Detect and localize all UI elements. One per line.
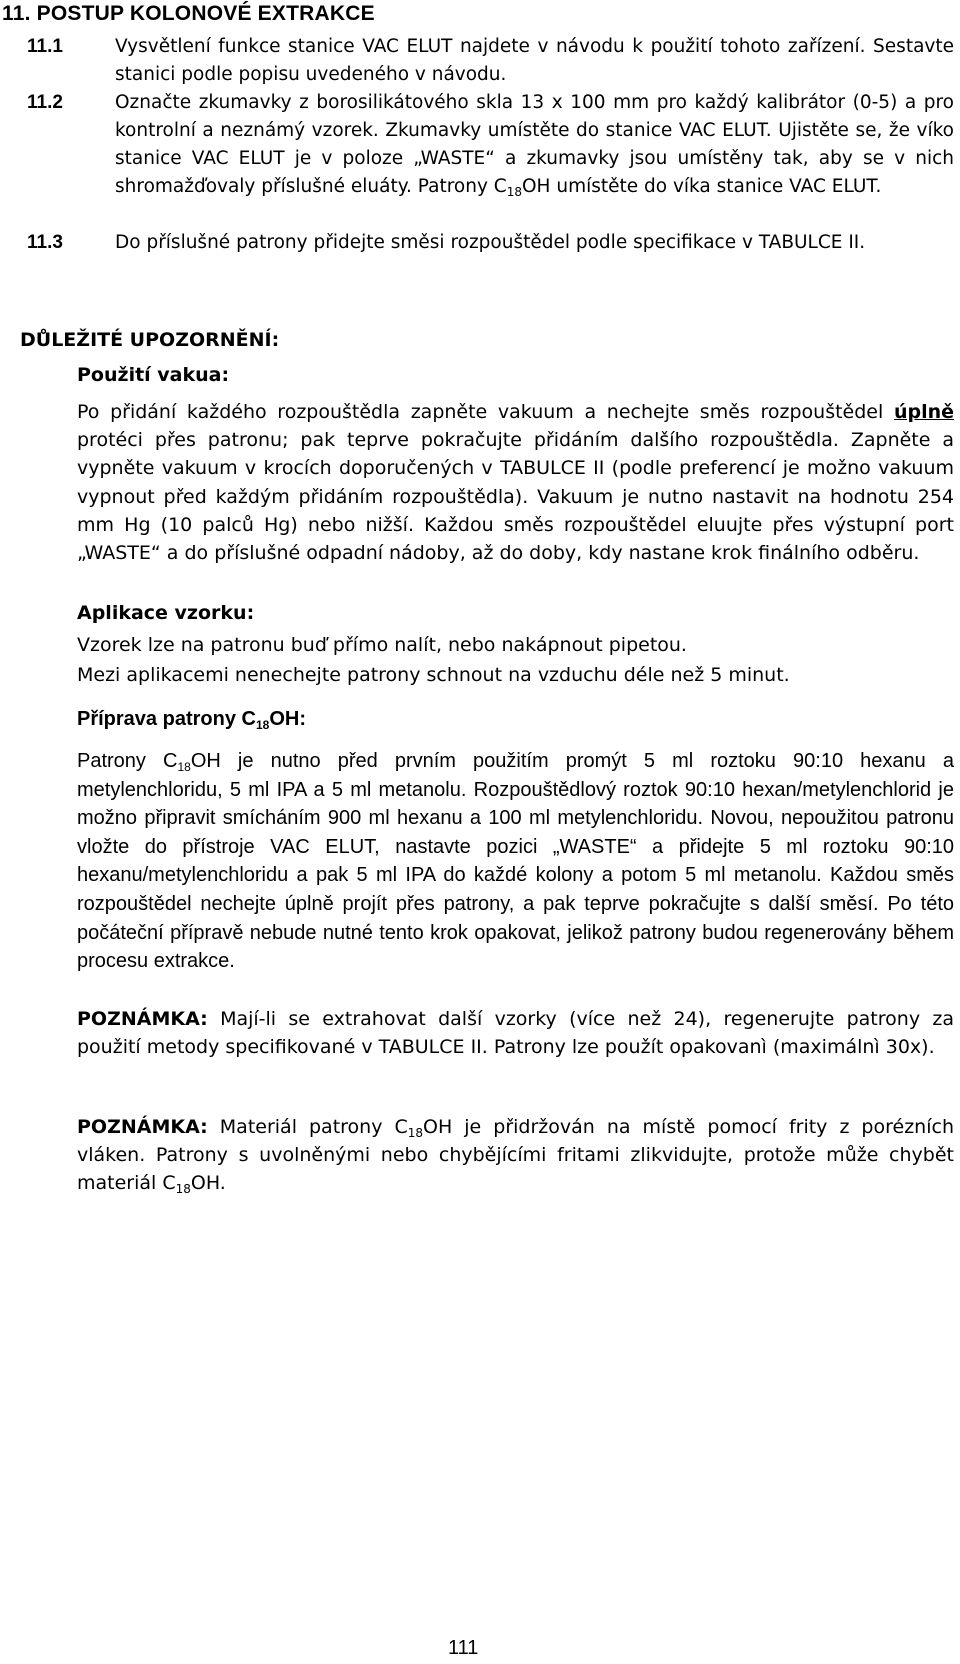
step-text: Do příslušné patrony přidejte směsi rozpouštědel podle specifikace v TABULCE II. — [115, 232, 866, 253]
vacuum-paragraph: Po přidání každého rozpouštědla zapněte vakuum a nechejte směs rozpouštědel úplně protéci přes patronu; pak teprve pokračujte přidáním dalšího rozpouštědla. Zapněte a vypněte vakuum v krocích doporučených v TABULCE II (podle preferencí je možno vakuum vypnout před každým přidáním rozpouštědla). Vakuum je nutno nastavit na hodnotu 254 mm Hg (10 palců Hg) nebo nižší. Každou směs rozpouštědel eluujte přes výstupní port „WASTE“ a do příslušné odpadní nádoby, až do doby, kdy nastane krok finálního odběru. — [77, 401, 954, 565]
sample-heading: Aplikace vzorku: — [77, 602, 255, 624]
prep-heading: Příprava patrony $C_{18}OH$: — [77, 708, 306, 732]
step-number: 11.2 — [27, 92, 63, 113]
step-text: Označte zkumavky z borosilikátového skla 13 x 100 mm pro každý kalibrátor (0-5) a pro kontrolní a neznámý vzorek. Zkumavky umístěte do stanice VAC ELUT. Ujistěte se, že víko stanice VAC ELUT je v poloze „WASTE“ a zkumavky jsou umístěny tak, aby se v nich shromažďovaly příslušné eluáty. Patrony $C_{18}OH$ umístěte do víka stanice VAC ELUT. — [115, 92, 954, 199]
note-1: POZNÁMKA: Mají-li se extrahovat další vzorky (více než 24), regenerujte patrony za použití metody specifikované v TABULCE II. Patrony lze použít opakovanì (maximálnì 30x). — [77, 1008, 954, 1059]
section-title: 11. POSTUP KOLONOVÉ EXTRAKCE — [2, 2, 375, 25]
note-label: POZNÁMKA: — [77, 1116, 208, 1138]
prep-paragraph: Patrony $C_{18}OH$ je nutno před prvním použitím promýt 5 ml roztoku 90:10 hexanu a metylenchloridu, 5 ml IPA a 5 ml metanolu. Rozpouštědlový roztok 90:10 hexan/metylenchlorid je možno připravit smícháním 900 ml hexanu a 100 ml metylenchloridu. Novou, nepoužitou patronu vložte do přístroje VAC ELUT, nastavte pozici „WASTE“ a přidejte 5 ml roztoku 90:10 hexanu/metylenchloridu a pak 5 ml IPA do každé kolony a potom 5 ml metanolu. Každou směs rozpouštědel nechejte úplně projít přes patrony, a pak teprve pokračujte s další směsí. Po této počáteční přípravě nebude nutné tento krok opakovat, jelikož patrony budou regenerovány během procesu extrakce. — [77, 750, 954, 973]
important-heading: DŮLEŽITÉ UPOZORNĚNÍ: — [20, 329, 280, 351]
step-text: Vysvětlení funkce stanice VAC ELUT najdete v návodu k použití tohoto zařízení. Sestavte stanici podle popisu uvedeného v návodu. — [115, 36, 954, 85]
sample-line-1: Vzorek lze na patronu buď přímo nalít, nebo nakápnout pipetou. — [77, 634, 687, 656]
step-number: 11.3 — [27, 232, 63, 253]
step-11-2 — [27, 89, 954, 201]
note-label: POZNÁMKA: — [77, 1008, 208, 1030]
page-number: 111 — [448, 1637, 479, 1659]
underlined-word: úplně — [893, 401, 954, 423]
step-number: 11.1 — [27, 36, 63, 57]
step-11-1 — [27, 33, 954, 89]
sample-line-2: Mezi aplikacemi nenechejte patrony schnout na vzduchu déle než 5 minut. — [77, 664, 790, 686]
step-11-3 — [27, 229, 954, 257]
note-2: POZNÁMKA: Materiál patrony $C_{18}OH$ je přidržován na místě pomocí frity z porézních vláken. Patrony s uvolněnými nebo chybějícími fritami zlikvidujte, protože může chybět materiál $C_{18}OH$. — [77, 1116, 954, 1197]
vacuum-heading: Použití vakua: — [77, 364, 230, 386]
